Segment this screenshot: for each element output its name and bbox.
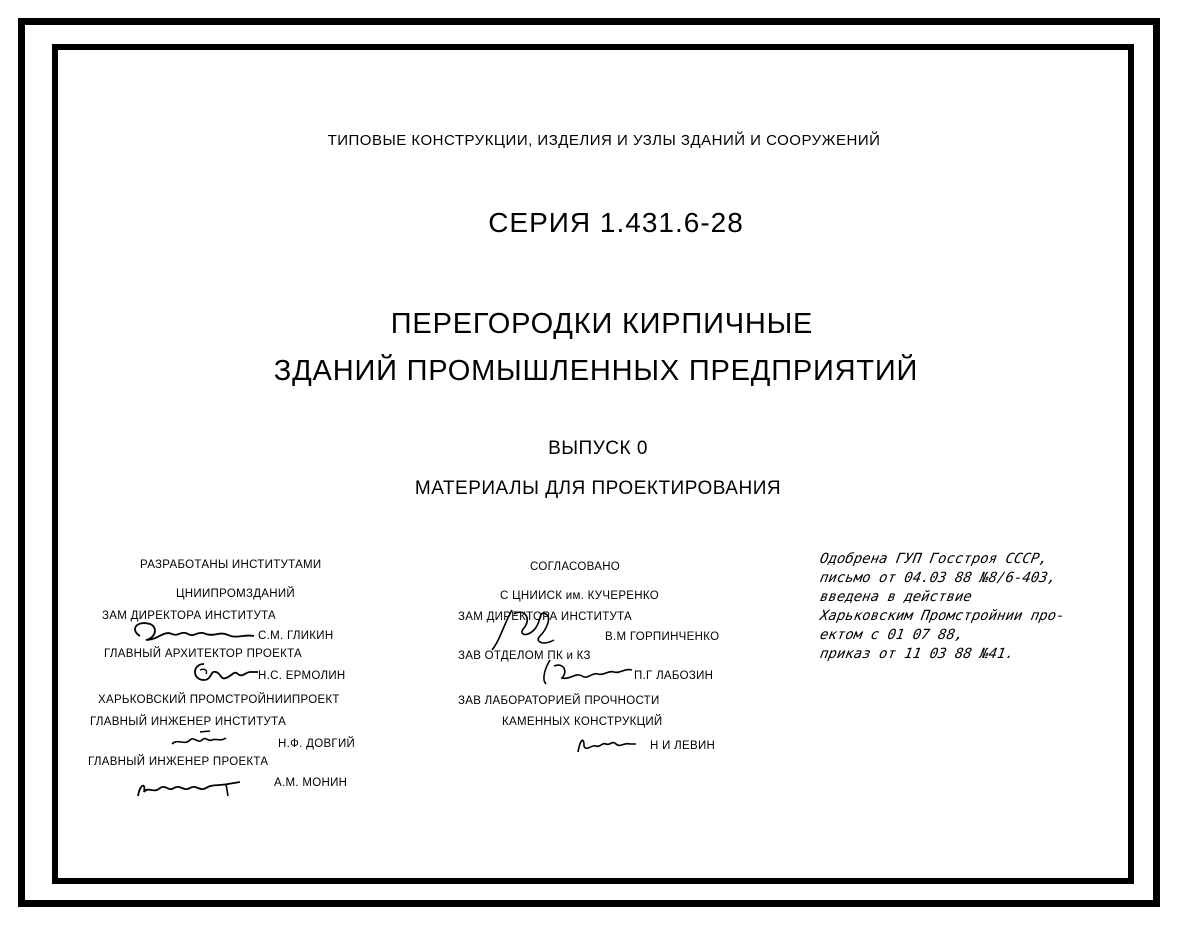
chief-engineer-institute-name: Н.Ф. ДОВГИЙ [278,738,356,750]
lab-head-title-1: ЗАВ ЛАБОРАТОРИЕЙ ПРОЧНОСТИ [458,695,660,707]
lab-head-title-2: КАМЕННЫХ КОНСТРУКЦИЙ [502,716,663,728]
signature-glikin [128,618,258,648]
handwritten-note-line-5: ектом с 01 07 88, [818,627,965,643]
handwritten-note-line-2: письмо от 04.03 88 №8/6-403, [818,570,1058,586]
series-header: ТИПОВЫЕ КОНСТРУКЦИИ, ИЗДЕЛИЯ И УЗЛЫ ЗДАНИЙ И СООРУЖЕНИЙ [327,132,881,149]
chief-architect-title: ГЛАВНЫЙ АРХИТЕКТОР ПРОЕКТА [104,648,302,660]
institute-2: ХАРЬКОВСКИЙ ПРОМСТРОЙНИИПРОЕКТ [98,694,340,706]
developers-heading: РАЗРАБОТАНЫ ИНСТИТУТАМИ [140,559,322,571]
handwritten-note-line-3: введена в действие [818,589,974,605]
chief-engineer-institute-title: ГЛАВНЫЙ ИНЖЕНЕР ИНСТИТУТА [90,716,287,728]
approval-org: С ЦНИИСК им. КУЧЕРЕНКО [500,590,659,602]
deputy-director-name: С.М. ГЛИКИН [258,630,334,642]
issue-number: ВЫПУСК 0 [548,438,648,459]
chief-architect-name: Н.С. ЕРМОЛИН [258,670,346,682]
chief-engineer-project-name: А.М. МОНИН [274,777,348,789]
handwritten-note-line-1: Одобрена ГУП Госстроя СССР, [818,551,1050,567]
signature-monin [134,776,244,800]
lab-head-name: Н И ЛЕВИН [650,740,716,752]
approval-deputy-director-title: ЗАМ ДИРЕКТОРА ИНСТИТУТА [458,611,633,623]
handwritten-note-line-4: Харьковским Промстройнии про- [818,608,1066,624]
signature-labozin [536,658,636,688]
signature-ermolin [190,658,260,686]
title-line-1: ПЕРЕГОРОДКИ КИРПИЧНЫЕ [390,308,814,340]
approval-deputy-director-name: В.М ГОРПИНЧЕНКО [605,631,720,643]
signature-gorpinchenko [484,604,564,656]
signature-dovgiy [170,728,230,750]
chief-engineer-project-title: ГЛАВНЫЙ ИНЖЕНЕР ПРОЕКТА [88,756,269,768]
subtitle: МАТЕРИАЛЫ ДЛЯ ПРОЕКТИРОВАНИЯ [414,478,782,499]
institute-1: ЦНИИПРОМЗДАНИЙ [176,588,295,600]
title-line-2: ЗДАНИЙ ПРОМЫШЛЕННЫХ ПРЕДПРИЯТИЙ [273,355,919,387]
deputy-director-title: ЗАМ ДИРЕКТОРА ИНСТИТУТА [102,610,277,622]
dept-head-name: П.Г ЛАБОЗИН [634,670,714,682]
handwritten-note-line-6: приказ от 11 03 88 №41. [818,646,1016,662]
approval-heading: СОГЛАСОВАНО [530,561,621,573]
dept-head-title: ЗАВ ОТДЕЛОМ ПК и КЗ [458,650,591,662]
series-number: СЕРИЯ 1.431.6-28 [488,207,744,238]
signature-levin [574,732,638,756]
